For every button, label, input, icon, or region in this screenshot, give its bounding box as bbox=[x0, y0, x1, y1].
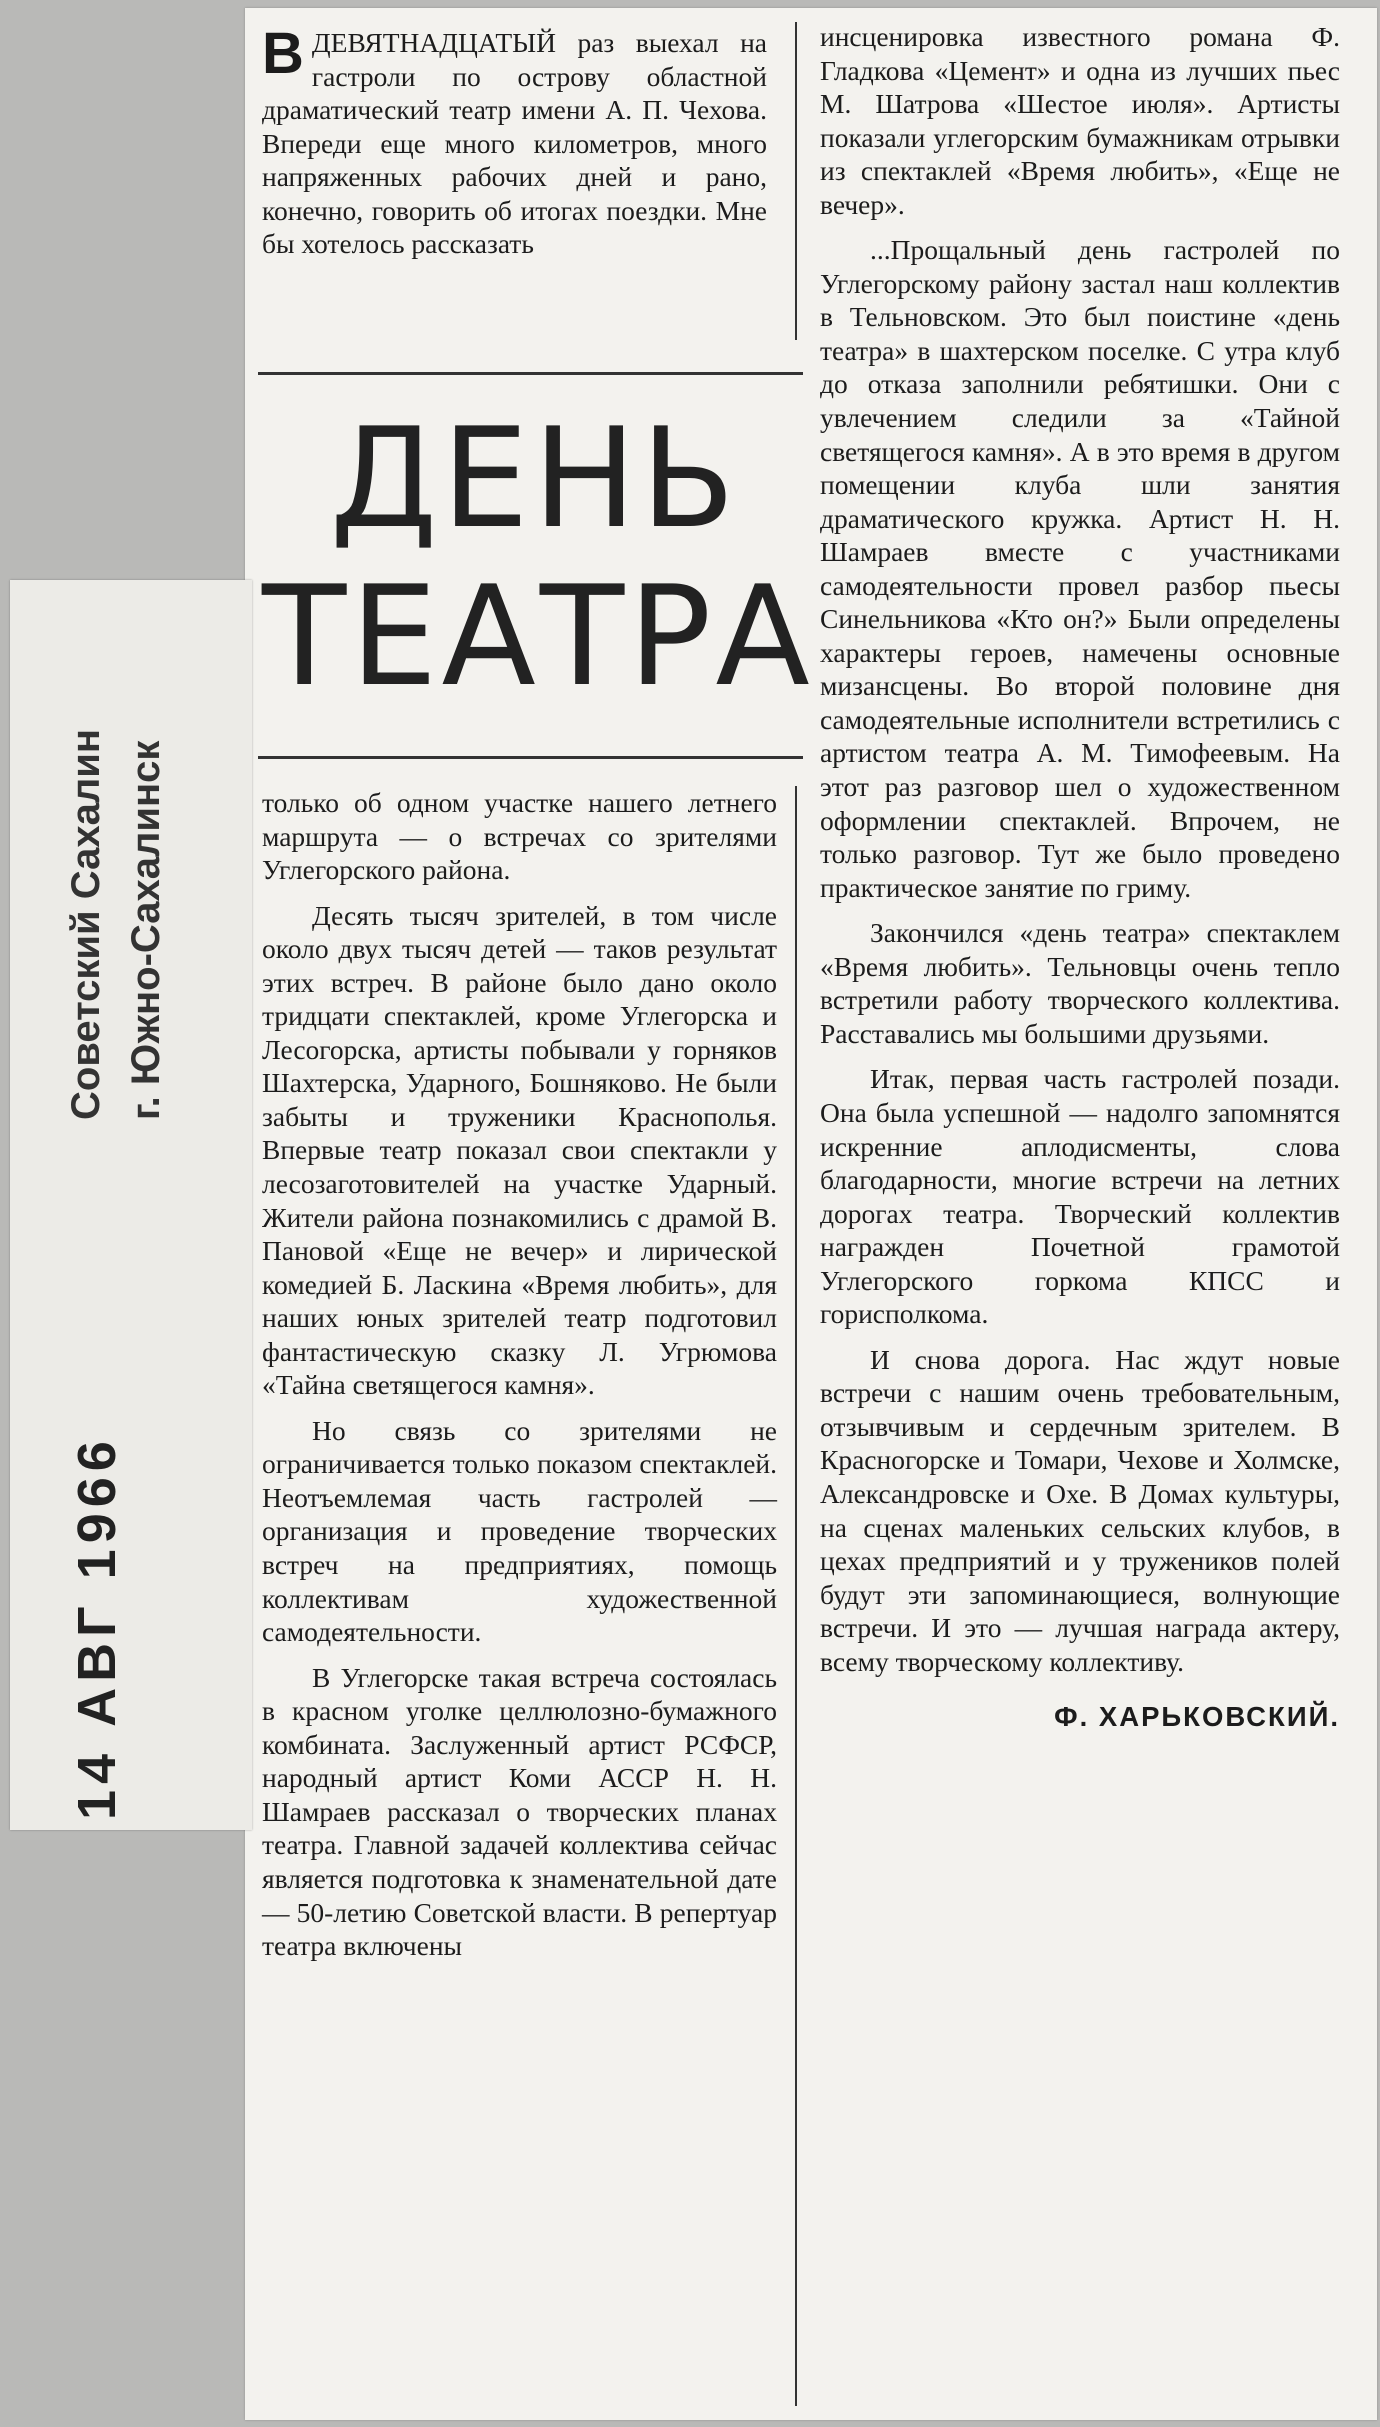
paragraph: Закончился «день театра» спектаклем «Время любить». Тельновцы очень тепло встретили работу творческого коллектива. Расставались мы большими друзьями. bbox=[820, 917, 1340, 1049]
stamp-date: 14 АВГ 1966 bbox=[67, 1435, 127, 1820]
paragraph: только об одном участке нашего летнего маршрута — о встречах со зрителями Углегорского района. bbox=[262, 787, 777, 886]
author-signature: Ф. ХАРЬКОВСКИЙ. bbox=[1054, 1701, 1340, 1733]
newspaper-stamp bbox=[56, 640, 176, 1120]
column-divider-bottom bbox=[795, 786, 797, 2406]
intro-paragraph: ДЕВЯТНАДЦАТЫЙ раз выехал на гастроли по острову областной драматический театр имени А. П. Чехова. Впереди еще много километров, много напряженных рабочих дней и рано, конечно, говорить об итогах поездки. Мне бы хотелось рассказать bbox=[262, 27, 767, 260]
column-divider-top bbox=[795, 22, 797, 340]
paragraph: В Углегорске такая встреча состоялась в красном уголке целлюлозно-бумажного комбината. Заслуженный артист РСФСР, народный артист Коми АССР Н. Н. Шамраев рассказал о творческих планах театра. Главной задачей коллектива сейчас является подготовка к знаменательной дате — 50-летию Советской власти. В репертуар театра включены bbox=[262, 1661, 777, 1962]
headline-line-2: ТЕАТРА bbox=[262, 556, 814, 717]
headline-line-1: ДЕНЬ bbox=[329, 398, 740, 559]
paragraph: И снова дорога. Нас ждут новые встречи с нашим очень требовательным, отзывчивым и сердечным зрителем. В Красногорске и Томари, Чехове и Холмске, Александровске и Охе. В Домах культуры, на сценах маленьких сельских клубов, в цехах предприятий и у тружеников полей будут эти запоминающиеся, волнующие встречи. И это — лучшая награда актеру, всему творческому коллективу. bbox=[820, 1343, 1340, 1677]
article-column-1 bbox=[262, 786, 777, 2401]
headline bbox=[262, 398, 814, 740]
paragraph: Итак, первая часть гастролей позади. Она была успешной — надолго запомнятся искренние аплодисменты, слова благодарности, многие встречи на летних дорогах театра. Творческий коллектив награжден Почетной грамотой Углегорского горкома КПСС и горисполкома. bbox=[820, 1063, 1340, 1330]
headline-rule-bottom bbox=[258, 756, 803, 759]
drop-cap: В bbox=[262, 21, 304, 86]
paragraph: ...Прощальный день гастролей по Углегорскому району застал наш коллектив в Тельновском. Это был поистине «день театра» в шахтерском поселке. С утра клуб до отказа заполнили ребятишки. Они с увлечением следили за «Тайной светящегося камня». А в это время в другом помещении клуба шли занятия драматического кружка. Артист Н. Н. Шамраев вместе с участниками самодеятельности провел разбор пьесы Синельникова «Кто он?» Были определены характеры героев, намечены основные мизансцены. Во второй половине дня самодеятельные исполнители встретились с артистом театра А. М. Тимофеевым. На этот раз разговор шел о художественном оформлении спектаклей. Впрочем, не только разговор. Тут же было проведено практическое занятие по гриму. bbox=[820, 234, 1340, 903]
article-intro bbox=[262, 21, 767, 348]
stamp-newspaper-name: Советский Сахалин bbox=[64, 729, 108, 1120]
paragraph: Десять тысяч зрителей, в том числе около двух тысяч детей — таков результат этих встреч. В районе было дано около тридцати спектаклей, кроме Углегорска и Лесогорска, артисты побывали у горняков Шахтерска, Ударного, Бошняково. Не были забыты и труженики Краснополья. Впервые театр показал свои спектакли у лесозаготовителей на участке Ударный. Жители района познакомились с драмой В. Пановой «Еще не вечер» и лирической комедией Б. Ласкина «Время любить», для наших юных зрителей театр подготовил фантастическую сказку Л. Угрюмова «Тайна светящегося камня». bbox=[262, 899, 777, 1401]
paragraph: инсценировка известного романа Ф. Гладкова «Цемент» и одна из лучших пьес М. Шатрова «Шестое июля». Артисты показали углегорским бумажникам отрывки из спектаклей «Время любить», «Еще не вечер». bbox=[820, 21, 1340, 220]
article-column-2 bbox=[820, 20, 1340, 2400]
paragraph: Но связь со зрителями не ограничивается только показом спектаклей. Неотъемлемая часть гастролей — организация и проведение творческих встреч на предприятиях, помощь коллективам художественной самодеятельности. bbox=[262, 1414, 777, 1648]
stamp-city: г. Южно-Сахалинск bbox=[124, 740, 168, 1120]
headline-rule-top bbox=[258, 372, 803, 375]
